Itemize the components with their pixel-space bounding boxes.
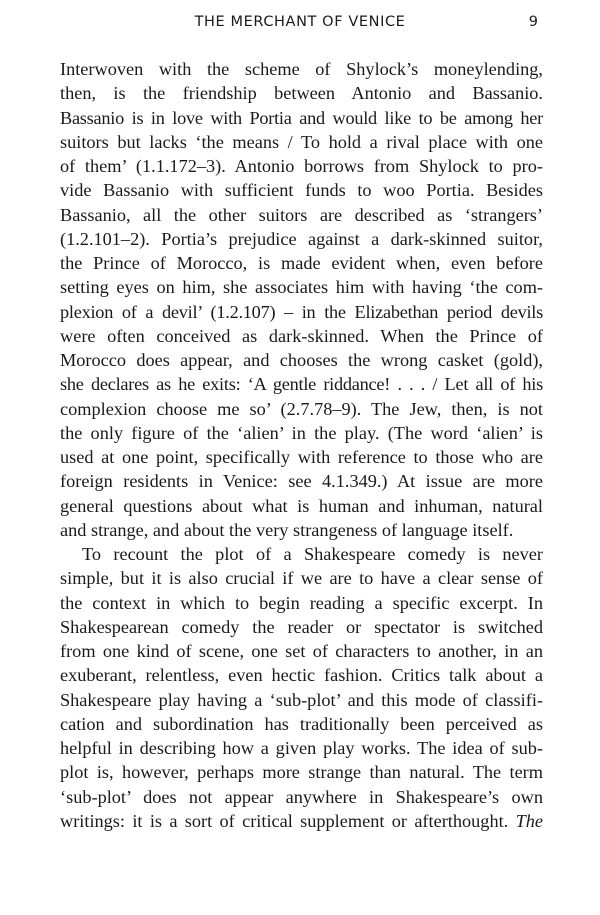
text-line: Morocco does appear, and chooses the wrong casket (gold), [60,350,543,370]
running-header [0,14,600,36]
text-line: Shakespearean comedy the reader or spectator is switched [60,616,543,637]
text-line: she declares as he exits: ‘A gentle riddance! . . . / Let all of his [60,374,543,395]
text-line: To recount the plot of a Shakespeare comedy is never [82,544,543,564]
body-text [60,57,543,833]
text-line [60,809,543,833]
text-line: Bassanio is in love with Portia and would like to be among her [60,107,543,128]
page-number: 9 [528,14,538,30]
text-line: simple, but it is also crucial if we are to have a clear sense of [60,568,543,589]
text-line: (1.2.101–2). Portia’s prejudice against a dark-skinned suitor, [60,228,543,249]
text-line: setting eyes on him, she associates him with having ‘the com- [60,277,543,298]
text-line: Interwoven with the scheme of Shylock’s moneylending, [60,59,543,79]
text-line: plot is, however, perhaps more strange than natural. The term [60,762,543,783]
text-line: vide Bassanio with sufficient funds to woo Portia. Besides [60,180,543,201]
text-line-italic-word: The [515,810,543,831]
text-line: Shakespeare play having a ‘sub-plot’ and this mode of classifi- [60,689,543,710]
text-line: and strange, and about the very strangeness of language itself. [60,519,514,540]
text-line: suitors but lacks ‘the means / To hold a rival place with one [60,131,543,152]
text-line: were often conceived as dark-skinned. When the Prince of [60,325,543,346]
text-line: plexion of a devil’ (1.2.107) – in the Elizabethan period devils [60,301,543,322]
text-line: Bassanio, all the other suitors are described as ‘strangers’ [60,204,543,225]
text-line: complexion choose me so’ (2.7.78–9). The Jew, then, is not [60,398,543,419]
text-line: then, is the friendship between Antonio and Bassanio. [60,83,543,104]
text-line: general questions about what is human and inhuman, natural [60,495,543,516]
text-line: helpful in describing how a given play works. The idea of sub- [60,738,543,758]
text-line: from one kind of scene, one set of characters to another, in an [60,641,543,661]
text-line: used at one point, specifically with reference to those who are [60,447,543,467]
text-line-body: writings: it is a sort of critical supplement or afterthought. [60,810,509,831]
text-line: the only figure of the ‘alien’ in the play. (The word ‘alien’ is [60,422,543,443]
text-line: ‘sub-plot’ does not appear anywhere in Shakespeare’s own [60,786,543,807]
text-line: the context in which to begin reading a specific excerpt. In [60,592,543,613]
text-line: exuberant, relentless, even hectic fashion. Critics talk about a [60,665,543,686]
running-title: THE MERCHANT OF VENICE [194,14,406,30]
text-line: the Prince of Morocco, is made evident when, even before [60,253,543,273]
text-line: cation and subordination has traditionally been perceived as [60,713,543,734]
text-line: of them’ (1.1.172–3). Antonio borrows from Shylock to pro- [60,156,543,176]
text-line: foreign residents in Venice: see 4.1.349.) At issue are more [60,471,543,492]
